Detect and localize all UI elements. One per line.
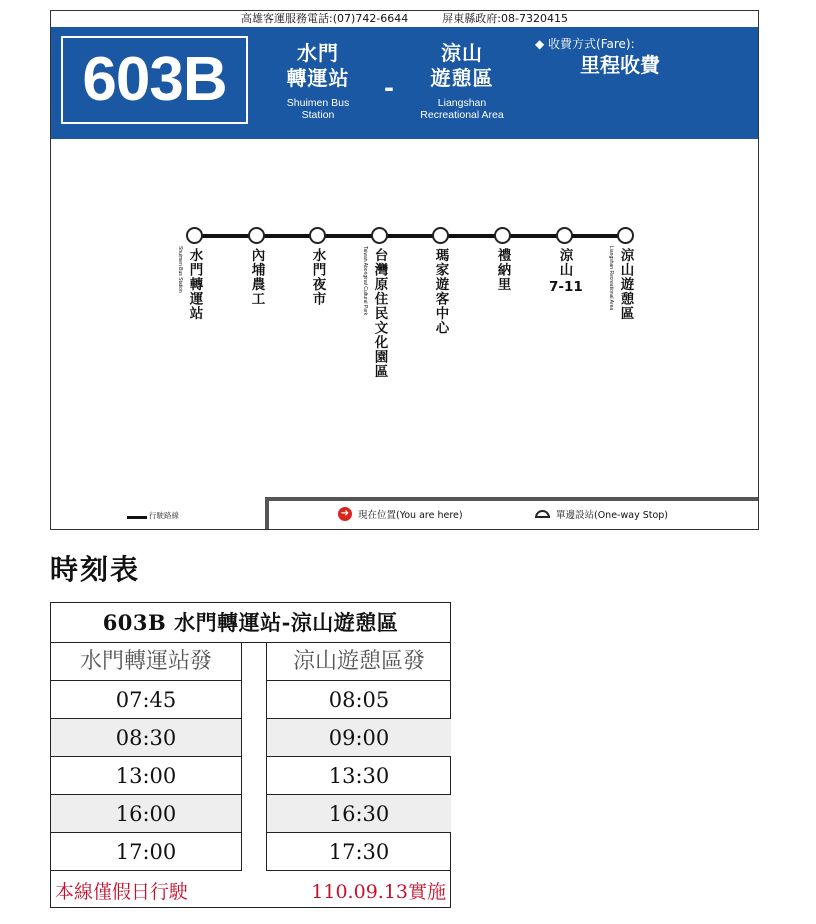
header-right: 涼山遊憩區發 <box>266 643 451 681</box>
fare-info <box>535 36 685 78</box>
stop-4 <box>364 227 394 379</box>
destination-zh-line1: 涼山 <box>441 41 483 65</box>
table-row <box>51 719 450 757</box>
table-row <box>51 795 450 833</box>
table-row <box>51 757 450 795</box>
stop-en-name: Shuimen Bus Station <box>177 246 183 293</box>
stop-marker <box>432 227 449 244</box>
stop-6 <box>487 227 517 292</box>
timetable <box>50 602 451 908</box>
fare-label: ◆ 收費方式(Fare): <box>535 37 635 51</box>
arrow-right-circle-icon: ➜ <box>338 507 352 521</box>
legend-one-way-label: 單邊設站(One-way Stop) <box>556 510 669 521</box>
stop-name-secondary: 7-11 <box>549 279 583 295</box>
origin-heading <box>273 41 363 121</box>
stop-name: 禮納里 <box>494 248 511 292</box>
stop-7 <box>549 227 583 295</box>
departure-right: 09:00 <box>266 719 451 757</box>
stop-marker <box>309 227 326 244</box>
timetable-title: 603B 水門轉運站-涼山遊憩區 <box>51 603 450 643</box>
table-row <box>51 681 450 719</box>
header-left: 水門轉運站發 <box>51 643 242 681</box>
legend-here-label: 現在位置(You are here) <box>358 510 463 521</box>
county-phone: 屏東縣政府:08-7320415 <box>442 12 568 25</box>
route-number: 603B <box>61 36 248 124</box>
departure-left: 16:00 <box>51 795 242 833</box>
stop-name: 水門轉運站 <box>186 248 203 321</box>
table-row <box>51 833 450 871</box>
stop-marker <box>617 227 634 244</box>
stop-marker <box>494 227 511 244</box>
stop-marker <box>371 227 388 244</box>
stop-3 <box>302 227 332 306</box>
stop-marker <box>556 227 573 244</box>
stop-2 <box>241 227 271 306</box>
company-phone: 高雄客運服務電話:(07)742-6644 <box>241 12 409 25</box>
destination-en-line2: Recreational Area <box>420 109 504 121</box>
departure-right: 17:30 <box>266 833 451 871</box>
stop-name: 水門夜市 <box>309 248 326 306</box>
timetable-heading: 時刻表 <box>50 553 141 586</box>
origin-zh-line1: 水門 <box>297 41 339 65</box>
destination-zh-line2: 遊憩區 <box>430 66 494 90</box>
stop-name: 瑪家遊客中心 <box>432 248 449 335</box>
route-header <box>51 27 758 139</box>
holiday-note: 本線僅假日行駛 <box>55 881 189 903</box>
stop-en-name: Liangshan Recreational Area <box>608 246 614 311</box>
departure-left: 07:45 <box>51 681 242 719</box>
route-sign <box>50 10 759 530</box>
destination-heading <box>406 41 518 121</box>
fare-value: 里程收費 <box>580 53 660 77</box>
legend-route-label: 行駛路線 <box>149 511 179 520</box>
departure-left: 13:00 <box>51 757 242 795</box>
stop-marker <box>186 227 203 244</box>
stop-1 <box>179 227 209 321</box>
stop-name: 台灣原住民文化園區 <box>371 248 388 379</box>
departure-right: 08:05 <box>266 681 451 719</box>
departure-left: 17:00 <box>51 833 242 871</box>
effective-date-note: 110.09.13實施 <box>311 881 446 903</box>
departure-right: 13:30 <box>266 757 451 795</box>
stop-5 <box>425 227 455 335</box>
stop-8 <box>610 227 640 321</box>
legend-here <box>338 507 463 521</box>
table-header-row <box>51 643 450 681</box>
destination-en-line1: Liangshan <box>437 97 487 109</box>
stop-en-name: Taiwan Aboriginal Cultural Park <box>362 246 368 316</box>
route-separator: - <box>384 74 394 102</box>
stop-marker <box>248 227 265 244</box>
stop-name: 涼山遊憩區 <box>617 248 634 321</box>
departure-right: 16:30 <box>266 795 451 833</box>
timetable-note-row <box>51 877 450 907</box>
one-way-stop-icon <box>535 510 550 518</box>
departure-left: 08:30 <box>51 719 242 757</box>
origin-zh-line2: 轉運站 <box>286 66 350 90</box>
legend-one-way <box>535 507 668 521</box>
origin-en-line1: Shuimen Bus <box>286 97 350 109</box>
contact-bar <box>51 11 758 27</box>
stop-name: 內埔農工 <box>248 248 265 306</box>
legend-route-line <box>127 516 147 519</box>
stop-name: 涼山 <box>556 248 573 277</box>
origin-en-line2: Station <box>301 109 335 121</box>
